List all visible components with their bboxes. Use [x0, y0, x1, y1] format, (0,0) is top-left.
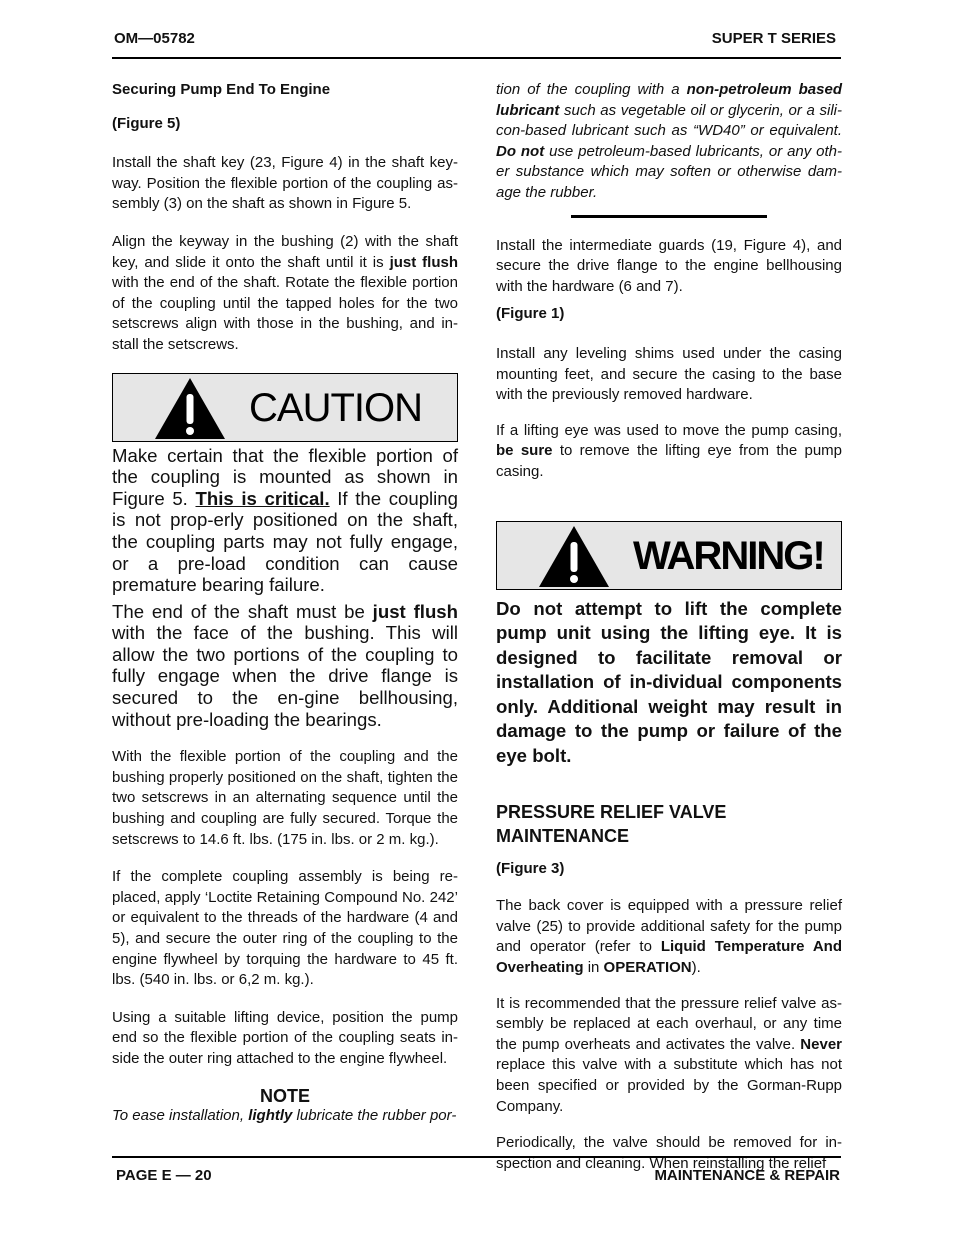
caution-message: Make certain that the flexible portion of the coupling is mounted as shown in Figure 5. This is critical. If the coupling is not prop-erly positioned on the shaft, the coupling parts may not fully engage, or a pre-load condition can cause premature bearing failure.: [112, 444, 458, 596]
caution-message-2: The end of the shaft must be just flush with the face of the bushing. This will allow the two portions of the coupling to fully engage when the drive flange is secured to the en-gine bellhousing, without pre-loading the bearings.: [112, 600, 458, 730]
paragraph-intermediate-guards: Install the intermediate guards (19, Figure 4), and secure the drive flange to the engine bellhousing with the hardware (6 and 7).: [496, 236, 842, 295]
paragraph-back-cover: The back cover is equipped with a pressure relief valve (25) to provide additional safety for the pump and operator (refer to Liquid Temperature And Overheating in OPERATION).: [496, 897, 842, 977]
note-title: NOTE: [259, 1085, 310, 1106]
warning-triangle-icon: [153, 376, 227, 440]
paragraph-periodic-removal: Periodically, the valve should be removed for in-spection and cleaning. When reinstalling the relief: [496, 1134, 842, 1172]
paragraph-tighten-setscrews: With the flexible portion of the coupling and the bushing properly positioned on the shaft, tighten the two setscrews in an alternating sequence until the bushing and coupling are fully secured. Torque the setscrews to 14.6 ft. lbs. (175 in. lbs. or 2 m. kg.).: [112, 748, 458, 848]
figure-reference-3: (Figure 3): [496, 859, 565, 877]
right-column: [496, 80, 842, 1174]
left-column: [112, 80, 458, 1127]
note-text-continued: tion of the coupling with a non-petroleum based lubricant such as vegetable oil or glycerin, or a sili-con-based lubricant such as “WD40” or equivalent. Do not use petroleum-based lubricants, or any oth-er substance which may soften or otherwise dam-age the rubber.: [496, 81, 842, 201]
warning-title: WARNING!: [633, 533, 824, 578]
warning-message: Do not attempt to lift the complete pump unit using the lifting eye. It is designed to facilitate removal or installation of in-dividual components only. Additional weight may result in damage to the pump or failure of the eye bolt.: [496, 597, 842, 767]
header-rule: [112, 57, 841, 59]
caution-box: [112, 373, 458, 442]
chapter-name: MAINTENANCE & REPAIR: [654, 1167, 840, 1184]
paragraph-shaft-key: Install the shaft key (23, Figure 4) in the shaft key-way. Position the flexible portion of the coupling as-sembly (3) on the shaft as shown in Figure 5.: [112, 154, 458, 213]
note-text: To ease installation, lightly lubricate the rubber por-: [112, 1107, 457, 1125]
paragraph-lifting-eye: If a lifting eye was used to move the pump casing, be sure to remove the lifting eye from the pump casing.: [496, 421, 843, 480]
paragraph-replace-valve: It is recommended that the pressure relief valve as-sembly be replaced at each overhaul, or any time the pump overheats and activates the valve. Never replace this valve with a substitute which has not been specified or provided by the Gorman-Rupp Company.: [496, 994, 842, 1115]
paragraph-align-keyway: Align the keyway in the bushing (2) with the shaft key, and slide it onto the shaft until it is just flush with the end of the shaft. Rotate the flexible portion of the coupling until the tapped holes for the two setscrews align with those in the bushing, and in-stall the setscrews.: [112, 232, 458, 353]
series-name: SUPER T SERIES: [711, 30, 836, 47]
caution-title: CAUTION: [249, 385, 422, 430]
page-number: PAGE E — 20: [116, 1167, 212, 1184]
paragraph-loctite: If the complete coupling assembly is being re-placed, apply ‘Loctite Retaining Compound No. 242’ or equivalent to the threads of the hardware (4 and 5), and secure the outer ring of the coupling to the engine flywheel by torquing the hardware to 45 ft. lbs. (540 in. lbs. or 6,2 m. kg.).: [112, 868, 458, 989]
paragraph-lifting-device: Using a suitable lifting device, position the pump end so the flexible portion of the coupling seats in-side the outer ring attached to the engine flywheel.: [112, 1008, 458, 1067]
paragraph-leveling-shims: Install any leveling shims used under the casing mounting feet, and secure the casing to the base with the previously removed hardware.: [496, 344, 842, 404]
doc-number: OM—05782: [114, 30, 195, 47]
figure-reference: (Figure 5): [112, 114, 181, 132]
figure-reference-1: (Figure 1): [496, 305, 565, 323]
subsection-title: Securing Pump End To Engine: [112, 81, 331, 98]
footer-rule: [112, 1156, 841, 1158]
section-title: PRESSURE RELIEF VALVE MAINTENANCE: [496, 801, 727, 846]
warning-triangle-icon: [537, 524, 611, 588]
warning-box: [496, 521, 842, 590]
